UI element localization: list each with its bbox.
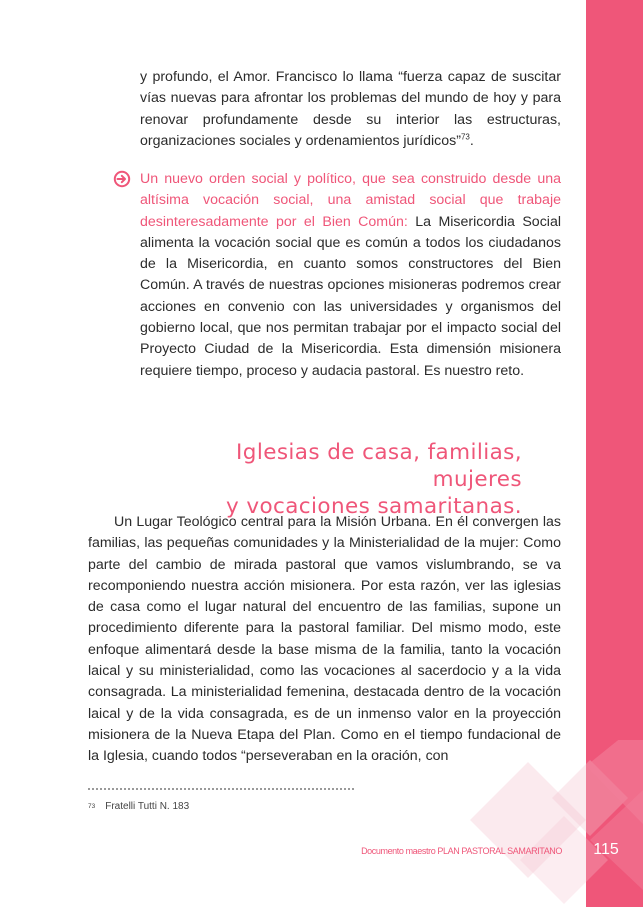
footer-document-title: Documento maestro PLAN PASTORAL SAMARITANO [361,846,562,856]
quote-text: y profundo, el Amor. Francisco lo llama “fuerza capaz de suscitar vías nuevas para afrontar los problemas del mundo de hoy y para renovar profundamente desde su interior las estructuras, organizaciones sociales y ordenamientos jurídicos” [140,69,561,149]
bullet-paragraph [140,169,561,382]
section-body [88,512,561,768]
page-number: 115 [593,841,619,858]
arrow-right-circle-icon [113,170,131,188]
section-heading-line-1: Iglesias de casa, familias, mujeres [236,440,522,492]
bullet-highlight: Un nuevo orden social y político, que sea construido desde una altísima vocación social, una amistad social que trabaje desinteresadamente por el Bien Común: [140,171,561,230]
footnote-reference: 73 [460,132,470,142]
footnote-text: Fratelli Tutti N. 183 [105,801,190,812]
footnote-number: 73 [88,803,96,810]
footnote [88,800,189,813]
section-heading [140,439,522,520]
quote-paragraph [140,67,561,152]
section-paragraph: Un Lugar Teológico central para la Misión Urbana. En él convergen las familias, las pequeñas comunidades y la Ministerialidad de la mujer: Como parte del cambio de mirada pastoral que vamos vislumbrando, se va recomponiendo nuestra acción misionera. Por esta razón, ver las iglesias de casa como el lugar natural del encuentro de las familias, supone un procedimiento diferente para la pastoral familiar. Del mismo modo, este enfoque alimentará desde la base misma de la familia, tanto la vocación laical y su ministerialidad, como las vocaciones al sacerdocio y a la vida consagrada. La ministerialidad femenina, destacada dentro de la vocación laical y de la vida consagrada, es de un inmenso valor en la proyección misionera de la Nueva Etapa del Plan. Como en el tiempo fundacional de la Iglesia, cuando todos “perseveraban en la oración, con [88,514,561,765]
footnote-separator [88,788,354,790]
section-heading-line-2: y vocaciones samaritanas. [225,494,522,519]
quote-end: . [469,132,474,149]
bullet-text: La Misericordia Social alimenta la vocación social que es común a todos los ciudadanos de la Misericordia, en cuanto somos constructores del Bien Común. A través de nuestras opciones misioneras podremos crear acciones en convenio con las universidades y organismos del gobierno local, que nos permitan trabajar por el impacto social del Proyecto Ciudad de la Misericordia. Esta dimensión misionera requiere tiempo, proceso y audacia pastoral. Es nuestro reto. [140,213,561,379]
